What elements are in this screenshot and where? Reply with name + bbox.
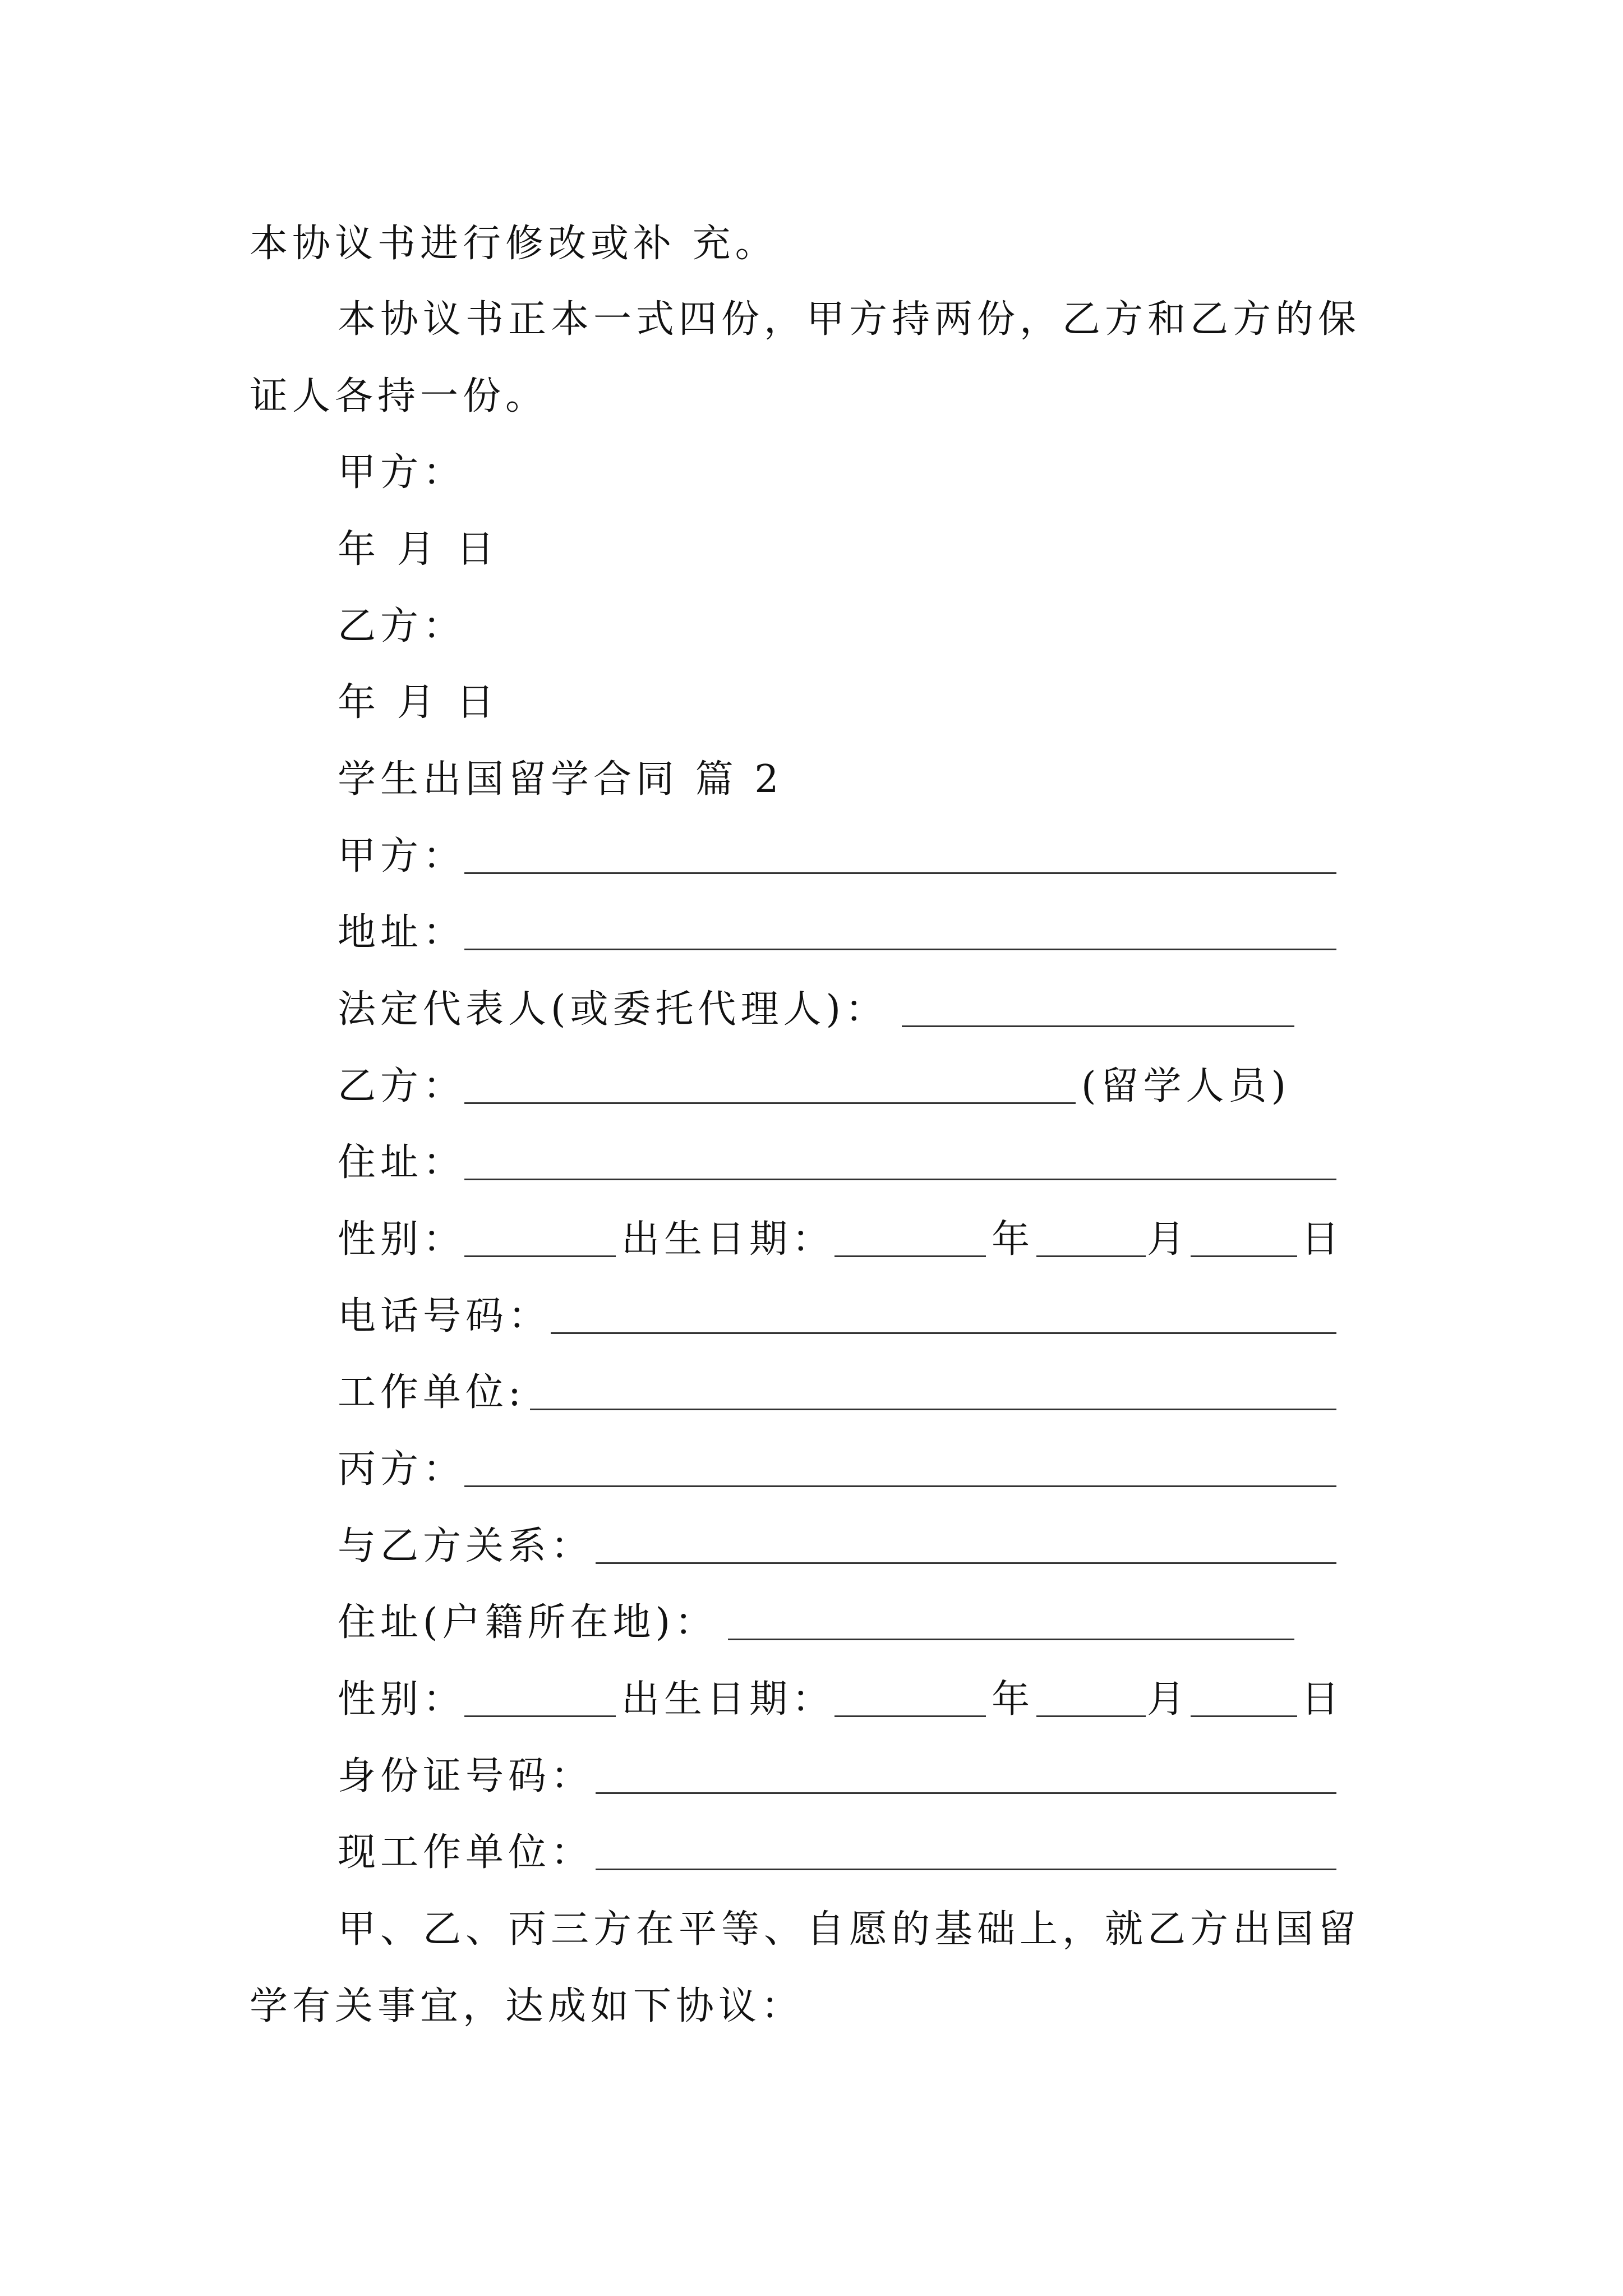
party-a-blank (464, 872, 1336, 874)
relation-blank (596, 1562, 1336, 1564)
paragraph-text: 本协议书正本一式四份，甲方持两份，乙方和乙方的保 (338, 297, 1361, 342)
field-suffix: (留学人员) (1081, 1064, 1291, 1108)
field-label: 日 (1301, 1217, 1344, 1262)
field-label: 出生日期： (621, 1217, 835, 1262)
residence-blank (464, 1179, 1336, 1180)
employer-blank (530, 1409, 1336, 1410)
field-label: 出生日期： (621, 1677, 835, 1722)
address-blank (464, 949, 1336, 950)
paragraph-text: 学有关事宜，达成如下协议： (250, 1984, 804, 2028)
signature-label: 甲方： (338, 450, 466, 495)
party-b-blank (464, 1102, 1076, 1104)
birth-day-blank-2 (1191, 1715, 1297, 1717)
field-label: 电话号码： (338, 1294, 551, 1338)
paragraph-text: 证人各持一份。 (250, 374, 548, 418)
field-label: 住址： (338, 1140, 466, 1185)
birth-month-blank-2 (1036, 1715, 1146, 1717)
field-label: 住址(户籍所在地)： (338, 1600, 718, 1645)
household-blank (728, 1639, 1294, 1640)
paragraph-text: 甲、乙、丙三方在平等、自愿的基础上，就乙方出国留 (338, 1907, 1361, 1952)
field-label: 乙方： (338, 1064, 466, 1108)
field-label: 日 (1301, 1677, 1344, 1722)
phone-blank (551, 1332, 1336, 1334)
section-title-text: 学生出国留学合同 篇 2 (338, 757, 783, 802)
field-label: 地址： (338, 910, 466, 955)
party-c-blank (464, 1485, 1336, 1487)
id-blank (596, 1792, 1336, 1794)
field-label: 月 (1147, 1217, 1190, 1262)
gender-blank (464, 1255, 616, 1257)
field-label: 现工作单位： (338, 1830, 594, 1875)
birth-year-blank (834, 1255, 986, 1257)
field-label: 工作单位: (338, 1370, 525, 1415)
field-label: 与乙方关系： (338, 1524, 594, 1568)
birth-month-blank (1036, 1255, 1146, 1257)
field-label: 年 (992, 1217, 1035, 1262)
date-text: 年 月 日 (338, 680, 499, 725)
signature-label: 乙方： (338, 604, 466, 648)
current-employer-blank (596, 1869, 1336, 1870)
legal-rep-blank (902, 1025, 1294, 1027)
field-label: 丙方： (338, 1447, 466, 1492)
field-label: 身份证号码： (338, 1754, 594, 1798)
birth-day-blank (1191, 1255, 1297, 1257)
field-label: 年 (992, 1677, 1035, 1722)
field-label: 甲方： (338, 834, 466, 878)
field-label: 法定代表人(或委托代理人)： (338, 987, 888, 1032)
paragraph-text: 本协议书进行修改或补 充。 (250, 222, 778, 266)
field-label: 性别： (338, 1677, 466, 1722)
field-label: 月 (1147, 1677, 1190, 1722)
gender-blank-2 (464, 1715, 616, 1717)
birth-year-blank-2 (834, 1715, 986, 1717)
field-label: 性别： (338, 1217, 466, 1262)
date-text: 年 月 日 (338, 527, 499, 572)
